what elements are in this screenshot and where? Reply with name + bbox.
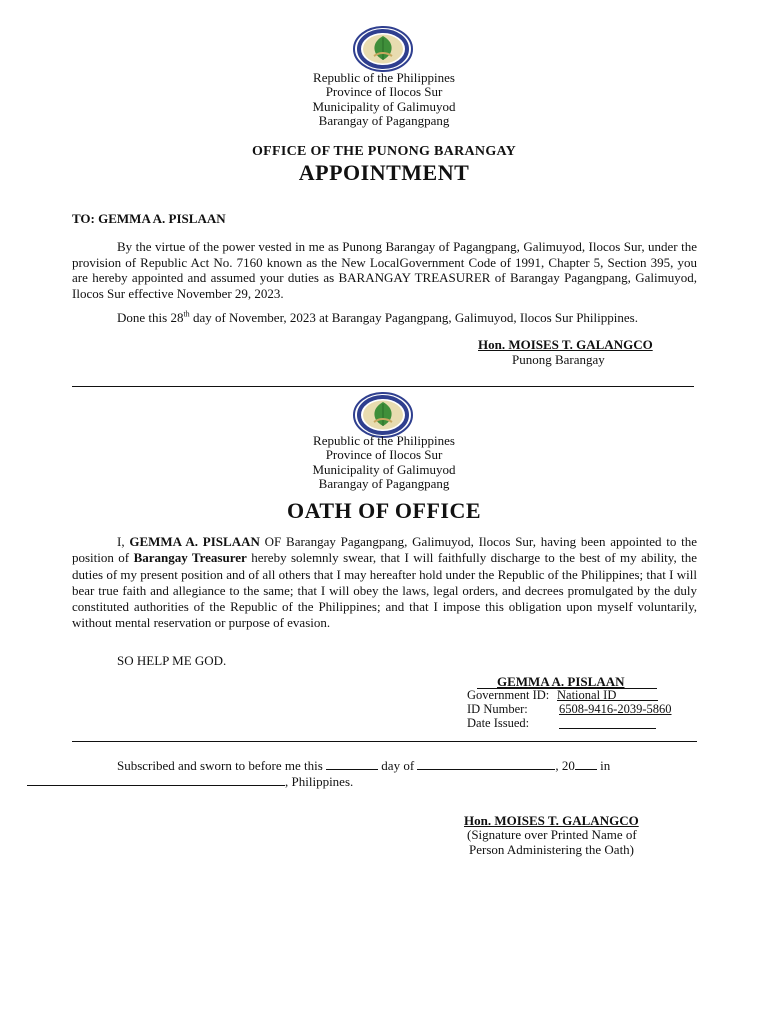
barangay-seal-logo <box>352 26 414 72</box>
letterhead-bottom <box>0 434 768 492</box>
jurat-year-blank <box>575 758 597 770</box>
jurat-place-blank <box>27 774 285 786</box>
id-details <box>467 688 672 731</box>
letterhead-province: Province of Ilocos Sur <box>325 84 443 100</box>
oath-closing: SO HELP ME GOD. <box>117 653 227 668</box>
gov-id-label: Government ID: <box>467 688 550 702</box>
oath-affiant-name-inline: GEMMA A. PISLAAN <box>129 534 260 549</box>
jurat-month-blank <box>417 758 555 770</box>
date-issued-label: Date Issued: <box>467 716 530 731</box>
addressee-line: TO: GEMMA A. PISLAAN <box>72 211 226 226</box>
appointment-title: APPOINTMENT <box>298 160 470 185</box>
date-issued-row <box>467 716 672 730</box>
id-number-label: ID Number: <box>467 702 528 717</box>
oath-body: I, GEMMA A. PISLAAN OF Barangay Pagangpang, Galimuyod, Ilocos Sur, having been appointed to the position of Barangay Treasurer hereby solemnly swear, that I will faithfully discharge to the best of my ability, the duties of my present position and of all others that I may hereafter hold under the Republic of the Philippines; that I will bear true faith and allegiance to the same; that I will obey the laws, legal orders, and decrees promulgated by the duly constituted authorities of the Republic of the Philippines; and that I impose this obligation upon myself voluntarily, without mental reservation or purpose of evasion. <box>72 534 697 631</box>
letterhead-municipality: Municipality of Galimuyod <box>312 461 456 477</box>
letterhead-municipality: Municipality of Galimuyod <box>312 98 456 114</box>
section-divider <box>72 741 697 742</box>
office-heading: OFFICE OF THE PUNONG BARANGAY <box>251 144 517 159</box>
oath-title: OATH OF OFFICE <box>287 498 481 523</box>
appointment-signatory-title: Punong Barangay <box>512 352 605 367</box>
id-number-row <box>467 702 672 716</box>
letterhead-barangay: Barangay of Pagangpang <box>318 476 450 492</box>
letterhead-republic: Republic of the Philippines <box>313 70 455 85</box>
date-issued-blank <box>559 716 656 729</box>
appointment-done-line: Done this 28th day of November, 2023 at Barangay Pagangpang, Galimuyod, Ilocos Sur Philippines. <box>117 309 638 325</box>
appointment-body: By the virtue of the power vested in me as Punong Barangay of Pagangpang, Galimuyod, Ilocos Sur, under the provision of Republic Act No. 7160 known as the New LocalGovernment Code of 1991, Chapter 5, Section 395, you are hereby appointed and assumed your duties as BARANGAY TREASURER of Barangay Pagangpang, Galimuyod, Ilocos Sur effective November 29, 2023. <box>72 239 697 301</box>
section-divider <box>72 386 694 387</box>
jurat-text: Subscribed and sworn to before me this day of , 20 in , Philippines. <box>72 758 697 789</box>
letterhead-province: Province of Ilocos Sur <box>325 447 443 463</box>
gov-id-value: National ID <box>557 688 617 702</box>
id-number-value: 6508-9416-2039-5860 <box>559 702 672 717</box>
letterhead-republic: Republic of the Philippines <box>313 433 455 448</box>
barangay-seal-logo <box>352 392 414 438</box>
administering-officer-name: Hon. MOISES T. GALANGCO <box>464 813 639 828</box>
oath-position-inline: Barangay Treasurer <box>133 550 247 566</box>
appointment-signatory-name: Hon. MOISES T. GALANGCO <box>478 337 653 352</box>
letterhead-top <box>0 71 768 129</box>
administering-officer-caption-1: (Signature over Printed Name of <box>467 827 637 842</box>
administering-officer-caption-2: Person Administering the Oath) <box>469 842 635 857</box>
gov-id-row <box>467 688 672 702</box>
affiant-name: GEMMA A. PISLAAN <box>497 674 625 689</box>
letterhead-barangay: Barangay of Pagangpang <box>318 113 450 129</box>
jurat-day-blank <box>326 758 378 770</box>
